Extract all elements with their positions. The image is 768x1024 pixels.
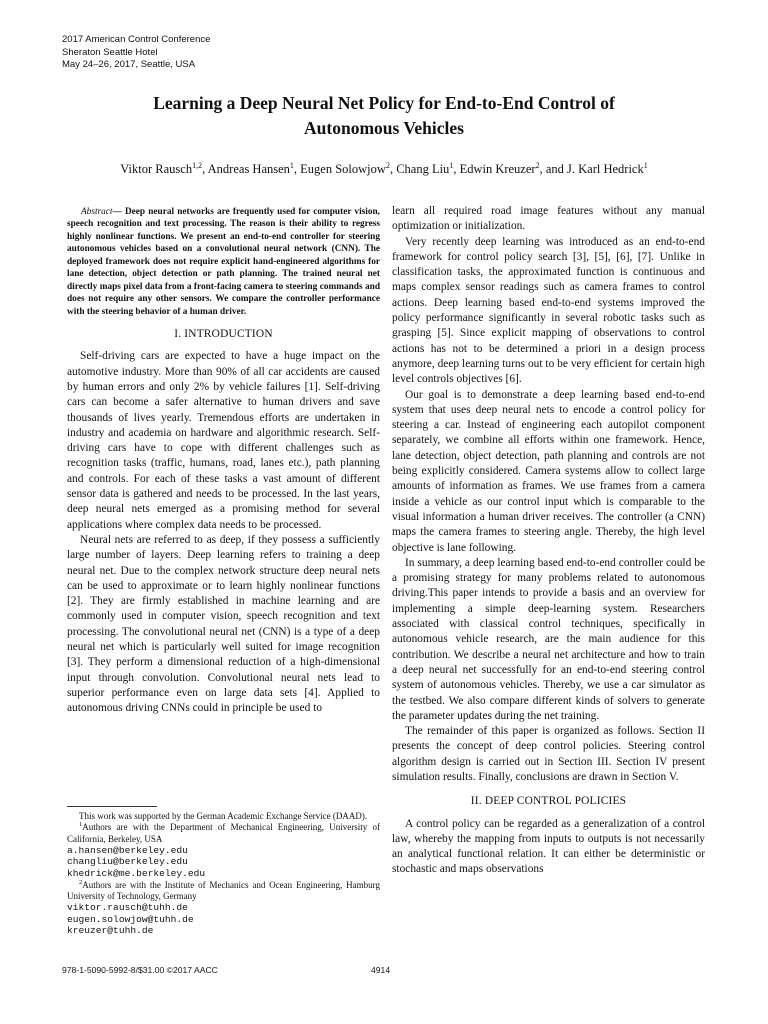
section-heading-deep-control-policies: II. DEEP CONTROL POLICIES — [470, 795, 627, 808]
conference-date: May 24–26, 2017, Seattle, USA — [62, 59, 196, 70]
author-affiliation: 1 — [643, 160, 648, 170]
paragraph-continued: learn all required road image features without any manual optimization or initialization. — [392, 205, 705, 233]
abstract-dash: — — [112, 207, 122, 217]
author-affiliation: 2 — [535, 160, 540, 170]
author-name: Viktor Rausch — [120, 162, 193, 176]
footer-isbn: 978-1-5090-5992-8/$31.00 ©2017 AACC — [62, 965, 218, 975]
left-column — [67, 206, 380, 717]
footnote-marker: 1 — [79, 821, 83, 829]
author-name: , Eugen Solowjow — [293, 162, 386, 176]
paragraph: Neural nets are referred to as deep, if they possess a sufficiently large number of layers. Deep learning refers to training a deep neural net. Due to the complex network structure deep neural nets can be used to approximate or to learn highly nonlinear functions [2]. They are firmly established in machine learning and are commonly used in computer vision, speech recognition and text processing. The convolutional neural net (CNN) is a type of a deep neural net which is particularly well suited for image recognition [3]. They perform a dimensional reduction of a high-dimensional input through convolution. Convolutional neural nets lead to superior performance even on large data sets [4]. Applied to autonomous driving CNNs could in principle be used to — [67, 533, 380, 715]
conference-name: 2017 American Control Conference — [62, 34, 211, 45]
paragraph: A control policy can be regarded as a generalization of a control law, whereby the mapping from inputs to outputs is not necessarily an analytical functional relation. It can either be deterministic or stochastic and maps observations — [392, 817, 705, 876]
email-link[interactable]: viktor.rausch@tuhh.de — [67, 902, 188, 914]
email-link[interactable]: changliu@berkeley.edu — [67, 856, 188, 868]
email-link[interactable]: kreuzer@tuhh.de — [67, 925, 154, 937]
section-heading-introduction: I. INTRODUCTION — [174, 328, 273, 341]
footnote-affiliation-2 — [67, 880, 380, 903]
author-name: , Chang Liu — [389, 162, 450, 176]
paper-title — [40, 91, 728, 141]
paragraph: In summary, a deep learning based end-to-end controller could be a promising strategy for many problems related to autonomous driving.This paper intends to provide a basis and an overview for implementing a simple deep-learning system. Researchers associated with classical control techniques, specifically in autonomous vehicle research, are the main audience for this contribution. We describe a neural net architecture and how to train a deep neural net successfully for an end-to-end steering control system of autonomous vehicles. Thereby, we use a car simulator as the testbed. We also compare different kinds of solvers to generate the parameter updates during the net training. — [392, 556, 705, 722]
title-line-2: Autonomous Vehicles — [304, 118, 464, 138]
conference-header — [62, 34, 210, 72]
footnote-text: Authors are with the Institute of Mechanics and Ocean Engineering, Hamburg University of Technology, Germany — [67, 879, 380, 901]
footnote-rule — [67, 806, 157, 807]
email-link[interactable]: a.hansen@berkeley.edu — [67, 844, 188, 856]
email-link[interactable]: eugen.solowjow@tuhh.de — [67, 913, 194, 925]
author-list — [40, 160, 728, 178]
right-column — [392, 204, 705, 878]
email-link[interactable]: khedrick@me.berkeley.edu — [67, 868, 206, 880]
footnote-marker: 2 — [79, 878, 83, 886]
author-affiliation: 2 — [385, 160, 390, 170]
paragraph: Self-driving cars are expected to have a huge impact on the automotive industry. More than 90% of all car accidents are caused by human errors and only 2% by vehicle failures [1]. Self-driving cars can become a safer alternative to human drivers and save thousands of lives yearly. Tremendous efforts are undertaken in industry and academia on hardware and algorithmic research. Self-driving cars have to cope with different challenges such as recognition tasks (traffic, humans, road, lanes etc.), path planning and controls. For each of these tasks a vast amount of different sensor data is gathered and needs to be processed. In the last years, deep neural nets emerged as a promising method for several applications where complex data needs to be processed. — [67, 350, 380, 531]
author-affiliation: 1,2 — [192, 160, 203, 170]
abstract-label: Abstract — [81, 207, 113, 217]
author-affiliation: 1 — [289, 160, 294, 170]
author-affiliation: 1 — [449, 160, 454, 170]
conference-venue: Sheraton Seattle Hotel — [62, 46, 158, 58]
author-name: , and J. Karl Hedrick — [539, 162, 644, 176]
paragraph: Very recently deep learning was introduced as an end-to-end framework for control policy search [3], [5], [6], [7]. Unlike in classification tasks, the approximated function is continuous and maps complex sensor readings such as camera frames to control actions. Deep learning based end-to-end systems improved the policy performance significantly in several robotic tasks such as grasping [5]. Since explicit mapping of observations to control actions has not to be determined a priori in a design process anymore, deep learning turns out to be very efficient for certain high level controls objectives [6]. — [392, 235, 705, 386]
title-line-1: Learning a Deep Neural Net Policy for End-to-End Control of — [153, 93, 615, 113]
paragraph: The remainder of this paper is organized as follows. Section II presents the concept of deep control policies. Steering control algorithm design is carried out in Section III. Section IV present simulation results. Finally, conclusions are drawn in Section V. — [392, 725, 705, 783]
footnotes — [67, 806, 380, 937]
footnote-support: This work was supported by the German Academic Exchange Service (DAAD). — [79, 811, 368, 821]
page-number: 4914 — [371, 965, 391, 975]
paragraph: Our goal is to demonstrate a deep learning based end-to-end system that uses deep neural nets to encode a control policy for steering a car. Instead of engineering each autopilot component separately, we combine all efforts within one framework. Hence, lane detection, object detection, path planning and controls are not being explicitly considered. Camera systems allow to collect large amounts of information as frames. We use frames from a camera inside a vehicle as our control input which is comparable to the visual information a human driver receives. The controller (a CNN) maps the camera frames to steering angle. Thereby, the high level objective is lane following. — [392, 388, 705, 554]
author-name: , Andreas Hansen — [202, 162, 290, 176]
abstract — [67, 206, 380, 318]
abstract-text: Deep neural networks are frequently used for computer vision, speech recognition and text processing. The reason is their ability to regress highly nonlinear functions. We present an end-to-end controller for steering autonomous vehicles based on a convolutional neural network (CNN). The deployed framework does not require explicit hand-engineered algorithms for lane detection, object detection or path planning. The trained neural net directly maps pixel data from a front-facing camera to steering commands and does not require any other sensors. We compare the controller performance with the steering behavior of a human driver. — [67, 207, 380, 317]
footnote-text: Authors are with the Department of Mechanical Engineering, University of California, Berkeley, USA — [67, 822, 380, 844]
author-name: , Edwin Kreuzer — [453, 162, 536, 176]
footnote-affiliation-1 — [67, 822, 380, 845]
